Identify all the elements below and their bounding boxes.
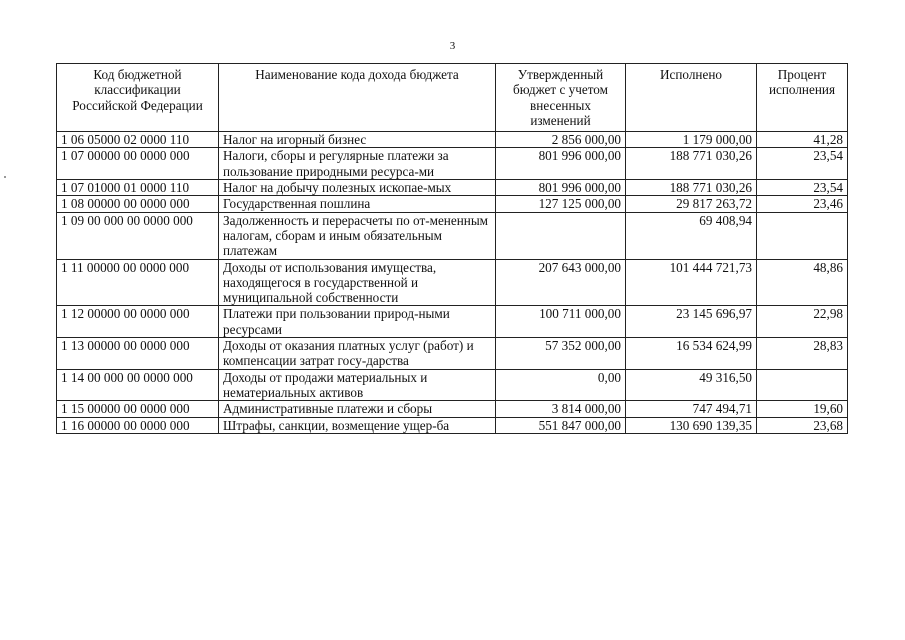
- revenue-table: [56, 63, 848, 434]
- row-executed: 101 444 721,73: [626, 259, 757, 306]
- row-approved: 2 856 000,00: [496, 132, 626, 148]
- header-executed: Исполнено: [626, 64, 757, 132]
- header-code: Код бюджетной классификации Российской Федерации: [57, 64, 219, 132]
- row-approved: 551 847 000,00: [496, 417, 626, 433]
- row-name: Налог на добычу полезных ископае-мых: [219, 180, 496, 196]
- table-row: [57, 369, 848, 401]
- row-percent: 48,86: [757, 259, 848, 306]
- row-percent: 23,54: [757, 148, 848, 180]
- row-executed: 130 690 139,35: [626, 417, 757, 433]
- table-row: [57, 148, 848, 180]
- row-percent: [757, 369, 848, 401]
- row-name: Налоги, сборы и регулярные платежи за пользование природными ресурса-ми: [219, 148, 496, 180]
- row-code: 1 11 00000 00 0000 000: [57, 259, 219, 306]
- table-row: [57, 132, 848, 148]
- row-code: 1 15 00000 00 0000 000: [57, 401, 219, 417]
- row-executed: 747 494,71: [626, 401, 757, 417]
- row-approved: 801 996 000,00: [496, 148, 626, 180]
- row-name: Доходы от использования имущества, находящегося в государственной и муниципальной собственности: [219, 259, 496, 306]
- row-approved: 801 996 000,00: [496, 180, 626, 196]
- table-row: [57, 417, 848, 433]
- table-header-row: [57, 64, 848, 132]
- table-row: [57, 338, 848, 370]
- row-code: 1 16 00000 00 0000 000: [57, 417, 219, 433]
- table-row: [57, 196, 848, 212]
- row-executed: 23 145 696,97: [626, 306, 757, 338]
- row-name: Государственная пошлина: [219, 196, 496, 212]
- row-percent: 23,46: [757, 196, 848, 212]
- header-name: Наименование кода дохода бюджета: [219, 64, 496, 132]
- row-approved: [496, 212, 626, 259]
- row-name: Штрафы, санкции, возмещение ущер-ба: [219, 417, 496, 433]
- table-row: [57, 306, 848, 338]
- row-code: 1 09 00 000 00 0000 000: [57, 212, 219, 259]
- row-percent: 19,60: [757, 401, 848, 417]
- table-row: [57, 180, 848, 196]
- row-percent: 23,68: [757, 417, 848, 433]
- row-name: Доходы от оказания платных услуг (работ) и компенсации затрат госу-дарства: [219, 338, 496, 370]
- page-number: 3: [449, 40, 456, 52]
- table-row: [57, 259, 848, 306]
- table-row: [57, 401, 848, 417]
- row-name: Административные платежи и сборы: [219, 401, 496, 417]
- row-code: 1 13 00000 00 0000 000: [57, 338, 219, 370]
- table-row: [57, 212, 848, 259]
- header-approved: Утвержденный бюджет с учетом внесенных изменений: [496, 64, 626, 132]
- row-percent: 23,54: [757, 180, 848, 196]
- row-approved: 127 125 000,00: [496, 196, 626, 212]
- row-approved: 0,00: [496, 369, 626, 401]
- row-approved: 57 352 000,00: [496, 338, 626, 370]
- row-approved: 207 643 000,00: [496, 259, 626, 306]
- row-percent: 28,83: [757, 338, 848, 370]
- row-percent: 22,98: [757, 306, 848, 338]
- row-executed: 188 771 030,26: [626, 180, 757, 196]
- row-name: Платежи при пользовании природ-ными ресурсами: [219, 306, 496, 338]
- row-executed: 49 316,50: [626, 369, 757, 401]
- row-code: 1 12 00000 00 0000 000: [57, 306, 219, 338]
- row-code: 1 08 00000 00 0000 000: [57, 196, 219, 212]
- row-executed: 188 771 030,26: [626, 148, 757, 180]
- row-code: 1 07 01000 01 0000 110: [57, 180, 219, 196]
- row-approved: 3 814 000,00: [496, 401, 626, 417]
- header-percent: Процент исполнения: [757, 64, 848, 132]
- row-code: 1 14 00 000 00 0000 000: [57, 369, 219, 401]
- row-executed: 16 534 624,99: [626, 338, 757, 370]
- row-percent: 41,28: [757, 132, 848, 148]
- row-name: Доходы от продажи материальных и нематериальных активов: [219, 369, 496, 401]
- row-code: 1 07 00000 00 0000 000: [57, 148, 219, 180]
- row-executed: 69 408,94: [626, 212, 757, 259]
- row-approved: 100 711 000,00: [496, 306, 626, 338]
- scan-speck: [4, 176, 6, 178]
- row-name: Налог на игорный бизнес: [219, 132, 496, 148]
- row-code: 1 06 05000 02 0000 110: [57, 132, 219, 148]
- row-percent: [757, 212, 848, 259]
- row-executed: 29 817 263,72: [626, 196, 757, 212]
- row-name: Задолженность и перерасчеты по от-мененным налогам, сборам и иным обязательным платежам: [219, 212, 496, 259]
- row-executed: 1 179 000,00: [626, 132, 757, 148]
